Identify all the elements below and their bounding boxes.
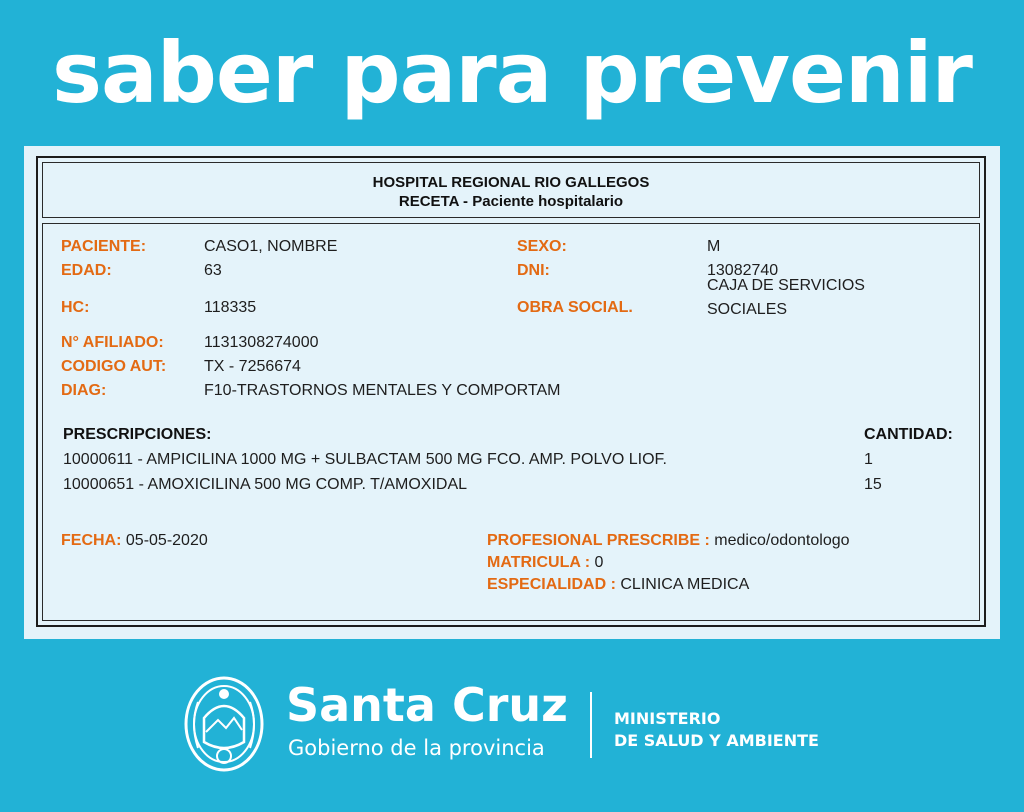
label-hc: HC:	[61, 299, 90, 316]
prescription-frame	[36, 156, 986, 627]
label-profesional: PROFESIONAL PRESCRIBE :	[487, 532, 710, 549]
label-dni: DNI:	[517, 262, 550, 279]
value-edad: 63	[204, 262, 222, 279]
label-fecha: FECHA:	[61, 532, 122, 549]
prescription-subtitle: RECETA - Paciente hospitalario	[398, 193, 624, 210]
label-sexo: SEXO:	[517, 238, 567, 255]
ministry-line-2: DE SALUD Y AMBIENTE	[614, 731, 819, 750]
value-diag: F10-TRASTORNOS MENTALES Y COMPORTAM	[204, 382, 561, 399]
value-hc: 118335	[204, 299, 257, 316]
label-prescripciones: PRESCRIPCIONES:	[63, 426, 212, 443]
brand-name: Santa Cruz	[286, 678, 568, 732]
label-codigo-aut: CODIGO AUT:	[61, 358, 167, 375]
value-sexo: M	[707, 238, 721, 255]
value-paciente: CASO1, NOMBRE	[204, 238, 338, 255]
brand-subtitle: Gobierno de la provincia	[288, 736, 545, 760]
label-matricula: MATRICULA :	[487, 554, 591, 571]
footer-branding	[0, 668, 1024, 778]
label-obra-social: OBRA SOCIAL.	[517, 299, 633, 316]
provincial-seal-icon	[180, 672, 268, 776]
especialidad-line	[487, 576, 749, 594]
ministry-line-1: MINISTERIO	[614, 709, 721, 728]
label-afiliado: N° AFILIADO:	[61, 334, 164, 351]
value-matricula: 0	[594, 554, 604, 571]
value-afiliado: 1131308274000	[204, 334, 319, 351]
fecha-line	[61, 532, 208, 550]
prescription-document	[24, 146, 1000, 639]
prescription-item-quantity: 15	[864, 476, 882, 493]
matricula-line	[487, 554, 603, 572]
prescription-header	[42, 162, 980, 218]
value-especialidad: CLINICA MEDICA	[620, 576, 750, 593]
label-paciente: PACIENTE:	[61, 238, 147, 255]
prescription-item-quantity: 1	[864, 451, 873, 468]
profesional-line	[487, 532, 850, 550]
prescription-item-description: 10000651 - AMOXICILINA 500 MG COMP. T/AMOXIDAL	[63, 476, 468, 493]
label-cantidad: CANTIDAD:	[864, 426, 953, 443]
campaign-headline: saber para prevenir	[52, 24, 972, 122]
label-edad: EDAD:	[61, 262, 112, 279]
label-especialidad: ESPECIALIDAD :	[487, 576, 616, 593]
value-codigo-aut: TX - 7256674	[204, 358, 301, 375]
value-profesional: medico/odontologo	[714, 532, 850, 549]
hospital-name: HOSPITAL REGIONAL RIO GALLEGOS	[372, 174, 650, 191]
label-diag: DIAG:	[61, 382, 107, 399]
value-dni: 13082740	[707, 262, 779, 279]
value-obra-social: CAJA DE SERVICIOS SOCIALES	[707, 277, 865, 318]
prescription-item-description: 10000611 - AMPICILINA 1000 MG + SULBACTAM 500 MG FCO. AMP. POLVO LIOF.	[63, 451, 667, 468]
ministry-name	[614, 708, 819, 752]
value-fecha: 05-05-2020	[125, 532, 208, 549]
brand-divider	[590, 692, 592, 758]
prescription-body	[42, 223, 980, 621]
